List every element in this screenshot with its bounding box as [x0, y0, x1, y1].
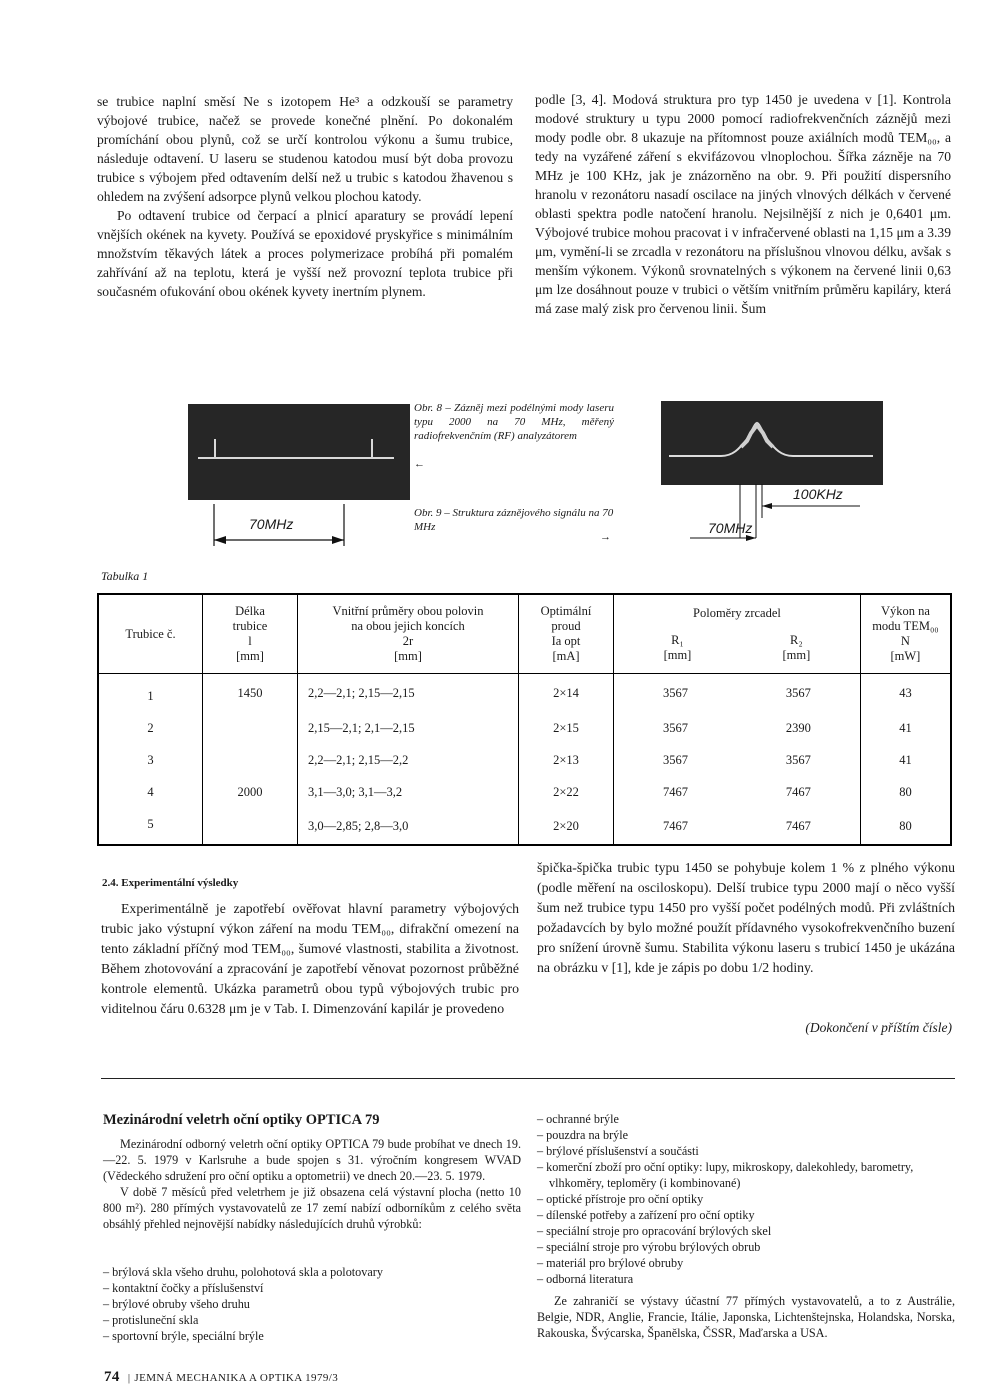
cell-power: 80: [860, 776, 951, 808]
cell-r1: 7467: [614, 776, 737, 808]
figure-8-oscillogram: [188, 404, 410, 500]
cell-diameters: 3,1—3,0; 3,1—3,2: [298, 776, 519, 808]
cell-no: 2: [147, 720, 154, 735]
cell-current: 2×20: [519, 808, 614, 845]
header-text: Délka: [235, 604, 265, 618]
cell-length: [203, 808, 298, 845]
cell-current: 2×13: [519, 744, 614, 776]
header-text: na obou jejich koncích: [351, 619, 465, 633]
divider: [101, 1078, 955, 1079]
footer-separator: |: [127, 1372, 131, 1384]
header-text: [mA]: [552, 649, 580, 663]
figure-9-dimension: [690, 478, 870, 548]
header-text: [mm]: [663, 647, 692, 662]
mid-right-column: [537, 858, 955, 978]
list-item: – odborná literatura: [537, 1272, 634, 1286]
cell-no: 5: [147, 816, 154, 831]
table-row: [98, 712, 951, 744]
list-item: – brýlové obruby všeho druhu: [103, 1297, 250, 1311]
header-text: proud: [551, 619, 581, 633]
header-text: N: [900, 634, 910, 648]
list-item: – ochranné brýle: [537, 1112, 619, 1126]
list-item: – speciální stroje pro výrobu brýlových obrub: [537, 1240, 761, 1254]
cell-no: 1: [147, 688, 154, 703]
baseline-trace: [198, 457, 394, 459]
paragraph: Po odtavení trubice od čerpací a plnicí aparatury se provádí lepení vnějších okének na kyvety. Používá se epoxidové pryskyřice s minimálním množstvím těkavých látek a proces polymerizace probíhá při pomalém zahřívání až na teplotu, která je vyšší než provozní teplota trubice při současném ofukování obou okének kyvety inertním plynem.: [97, 208, 513, 299]
figure-9-trace: [661, 401, 883, 485]
cell-r2: 2390: [785, 720, 811, 735]
cell-current: 2×14: [519, 674, 614, 713]
table-label: Tabulka 1: [101, 569, 149, 583]
top-left-column: [97, 92, 513, 301]
header-text: Poloměry zrcadel: [693, 605, 781, 620]
paragraph: Ze zahraničí se výstavy účastní 77 přímých vystavovatelů, a to z Austrálie, Belgie, NDR, Anglie, Francie, Itálie, Japonska, Lichtenštejnska, Holandska, Norska, Rakouska, Švýcarska, Španělska, ČSSR, Maďarska a USA.: [537, 1294, 955, 1340]
page-number: 74: [104, 1369, 120, 1385]
cell-power: 41: [860, 712, 951, 744]
header-mirror-radii: [614, 594, 861, 674]
peak-left: [214, 439, 216, 459]
continued-note: (Dokončení v příštím čísle): [805, 1020, 952, 1035]
mid-left-column: [101, 899, 519, 1019]
section-heading: 2.4. Experimentální výsledky: [102, 877, 239, 889]
cell-diameters: 3,0—2,85; 2,8—3,0: [298, 808, 519, 845]
cell-current: 2×15: [519, 712, 614, 744]
paragraph: špička-špička trubic typu 1450 se pohybuje kolem 1 % z plného výkonu (podle měření na osciloskopu). Delší trubice typu 2000 mají o něco vyšší šum než trubice typu 1450 pro vyšší počet podélných modů. Při zvláštních požadavcích by bylo možné použít přídavného vysokofrekvenčního buzení pro snížení úrovně šumu. Stabilita výkonu laseru s trubicí 1450 je ukázána na obrázku v [1], kde je zápis po dobu 1/2 hodiny.: [537, 860, 955, 975]
header-text: 2r: [402, 634, 414, 648]
cell-current: 2×22: [519, 776, 614, 808]
header-length: [203, 594, 298, 674]
page-footer: [104, 1369, 338, 1386]
header-text: [mW]: [890, 649, 921, 663]
header-tube-no: [98, 594, 203, 674]
cell-length: [203, 744, 298, 776]
cell-r1: 7467: [614, 808, 737, 845]
header-power: [860, 594, 951, 674]
header-text: Vnitřní průměry obou polovin: [332, 604, 484, 618]
cell-r1: 3567: [614, 744, 737, 776]
figure-9-caption: Obr. 9 – Struktura záznějového signálu na 70 MHz: [414, 507, 614, 533]
cell-power: 80: [860, 808, 951, 845]
cell-r2: 7467: [785, 818, 811, 833]
header-text: [mm]: [394, 649, 422, 663]
top-right-column: [535, 90, 951, 318]
list-item: – sportovní brýle, speciální brýle: [103, 1329, 264, 1343]
bottom-right-column: [537, 1111, 955, 1341]
header-text: Výkon na: [880, 604, 930, 618]
header-text: l: [248, 634, 252, 648]
paragraph: podle [3, 4]. Modová struktura pro typ 1450 je uvedena v [1]. Kontrola modové struktury u typu 2000 pomocí radiofrekvenčních záznějů mezi mody podle obr. 8 ukazuje na přítomnost pouze axiálních modů TEM₀₀, a tedy na vyzářené záření s ekvifázovou vlnoplochou. Šířka zázněje na 70 MHz je 100 KHz, jak je znázorněno na obr. 9. Při použití dispersního hranolu v rezonátoru nasadí oscilace na jiných vlnových délkách v červené oblasti spektra podle natočení hranolu. Nejsilnější z nich je 0,6401 μm. Výbojové trubice mohou pracovat i v infračervené oblasti na 1,15 μm a 3.39 μm, vymění-li se zrcadla v rezonátoru na příslušnou vlnovou délku, avšak s menším výkonem. Výkonů srovnatelných s výkonem na červené linii 0,63 μm lze dosáhnout pouze v trubici o větším vnitřním průměru kapiláry, která má zase malý zisk pro červenou linii. Šum: [535, 92, 951, 316]
table-header-row: [98, 594, 951, 674]
figure-8-caption: Obr. 8 – Zázněj mezi podélnými mody laseru typu 2000 na 70 MHz, měřený radiofrekvenčním (RF) analyzátorem: [414, 402, 614, 442]
header-diameters: [298, 594, 519, 674]
cell-power: 41: [860, 744, 951, 776]
cell-no: 3: [147, 752, 154, 767]
figure-8-arrow: ←: [414, 458, 425, 470]
header-text: Optimální: [540, 604, 592, 618]
paragraph: V době 7 měsíců před veletrhem je již obsazena celá výstavní plocha (netto 10 800 m²). 280 přímých vystavovatelů ze 17 zemí nabízí odborníkům z celého světa obsáhlý přehled nejnovější nabídky následujících druhů výrobků:: [103, 1185, 521, 1231]
cell-power: 43: [860, 674, 951, 713]
table-row: [98, 744, 951, 776]
figure-8-label: 70MHz: [249, 516, 294, 532]
header-text: [mm]: [782, 647, 811, 662]
cell-r2: 3567: [785, 752, 811, 767]
list-item: – dílenské potřeby a zařízení pro oční optiky: [537, 1208, 755, 1222]
cell-diameters: 2,2—2,1; 2,15—2,2: [298, 744, 519, 776]
header-text: modu TEM₀₀: [872, 619, 939, 633]
cell-r1: 3567: [614, 674, 737, 713]
header-text: R₁: [671, 632, 684, 647]
cell-r1: 3567: [614, 712, 737, 744]
paragraph: se trubice naplní směsí Ne s izotopem He³ a odzkouší se parametry výbojové trubice, načež se provede konečné plnění. Po dokonalém promíchání obou plynů, což se určí kontrolou výkonu a šumu trubice, následuje odtavení. U laseru se studenou katodou musí být doba provozu trubice s výbojem před odtavením delší než u trubic s katodou žhavenou s ohledem na zvýšení adsorpce plynů velkou plochou katody.: [97, 94, 513, 204]
list-item: – pouzdra na brýle: [537, 1128, 629, 1142]
article-heading: Mezinárodní veletrh oční optiky OPTICA 79: [103, 1112, 380, 1128]
list-item: – brýlové příslušenství a součásti: [537, 1144, 699, 1158]
cell-length: [203, 712, 298, 744]
cell-r2: 3567: [785, 685, 811, 700]
list-item: – brýlová skla všeho druhu, polohotová skla a polotovary: [103, 1265, 383, 1279]
table-row: [98, 674, 951, 713]
header-text: R₂: [790, 632, 803, 647]
cell-diameters: 2,2—2,1; 2,15—2,15: [298, 674, 519, 713]
list-item: – optické přístroje pro oční optiky: [537, 1192, 704, 1206]
cell-r2: 7467: [785, 784, 811, 799]
header-text: Ia opt: [551, 634, 581, 648]
header-text: Trubice č.: [125, 626, 176, 641]
paragraph: Experimentálně je zapotřebí ověřovat hlavní parametry výbojových trubic jako výstupní výkon záření na modu TEM₀₀, difrakční omezení na tento základní příčný mod TEM₀₀, šumové vlastnosti, stabilita a životnost. Během zhotovování a zpracování je zapotřebí věnovat pozornost průběžné kontrole elementů. Ukázka parametrů obou typů výbojových trubic pro viditelnou čáru 0.6328 μm je v Tab. I. Dimenzování kapilár je provedeno: [101, 901, 519, 1016]
cell-diameters: 2,15—2,1; 2,1—2,15: [298, 712, 519, 744]
cell-length: 1450: [203, 674, 298, 713]
header-current: [519, 594, 614, 674]
figure-9-arrow: →: [600, 531, 611, 543]
bottom-left-column: [103, 1136, 521, 1232]
list-item: – komerční zboží pro oční optiky: lupy, mikroskopy, dalekohledy, barometry, vlhkoměry, teploměry (i kombinované): [537, 1160, 914, 1190]
journal-name: JEMNÁ MECHANIKA A OPTIKA 1979/3: [134, 1372, 339, 1384]
list-item: – protisluneční skla: [103, 1313, 199, 1327]
list-item: – materiál pro brýlové obruby: [537, 1256, 684, 1270]
product-list-left: [103, 1264, 521, 1344]
figure-9-oscillogram: [661, 401, 883, 485]
list-item: – speciální stroje pro opracování brýlových skel: [537, 1224, 772, 1238]
header-text: trubice: [232, 619, 268, 633]
cell-no: 4: [147, 784, 154, 799]
list-item: – kontaktní čočky a příslušenství: [103, 1281, 264, 1295]
table-1: [97, 593, 952, 846]
header-text: [mm]: [236, 649, 264, 663]
figure-9-label-top: 100KHz: [793, 486, 843, 502]
figure-9-label-bottom: 70MHz: [708, 520, 753, 536]
cell-length: 2000: [203, 776, 298, 808]
table-row: [98, 808, 951, 845]
table-row: [98, 776, 951, 808]
peak-right: [371, 439, 373, 459]
paragraph: Mezinárodní odborný veletrh oční optiky OPTICA 79 bude probíhat ve dnech 19.—22. 5. 1979 v Karlsruhe a bude spojen s 31. výročním kongresem WVAD (Vědeckého sdružení pro oční optiku a optometrii) ve dnech 20.—23. 5. 1979.: [103, 1137, 521, 1183]
